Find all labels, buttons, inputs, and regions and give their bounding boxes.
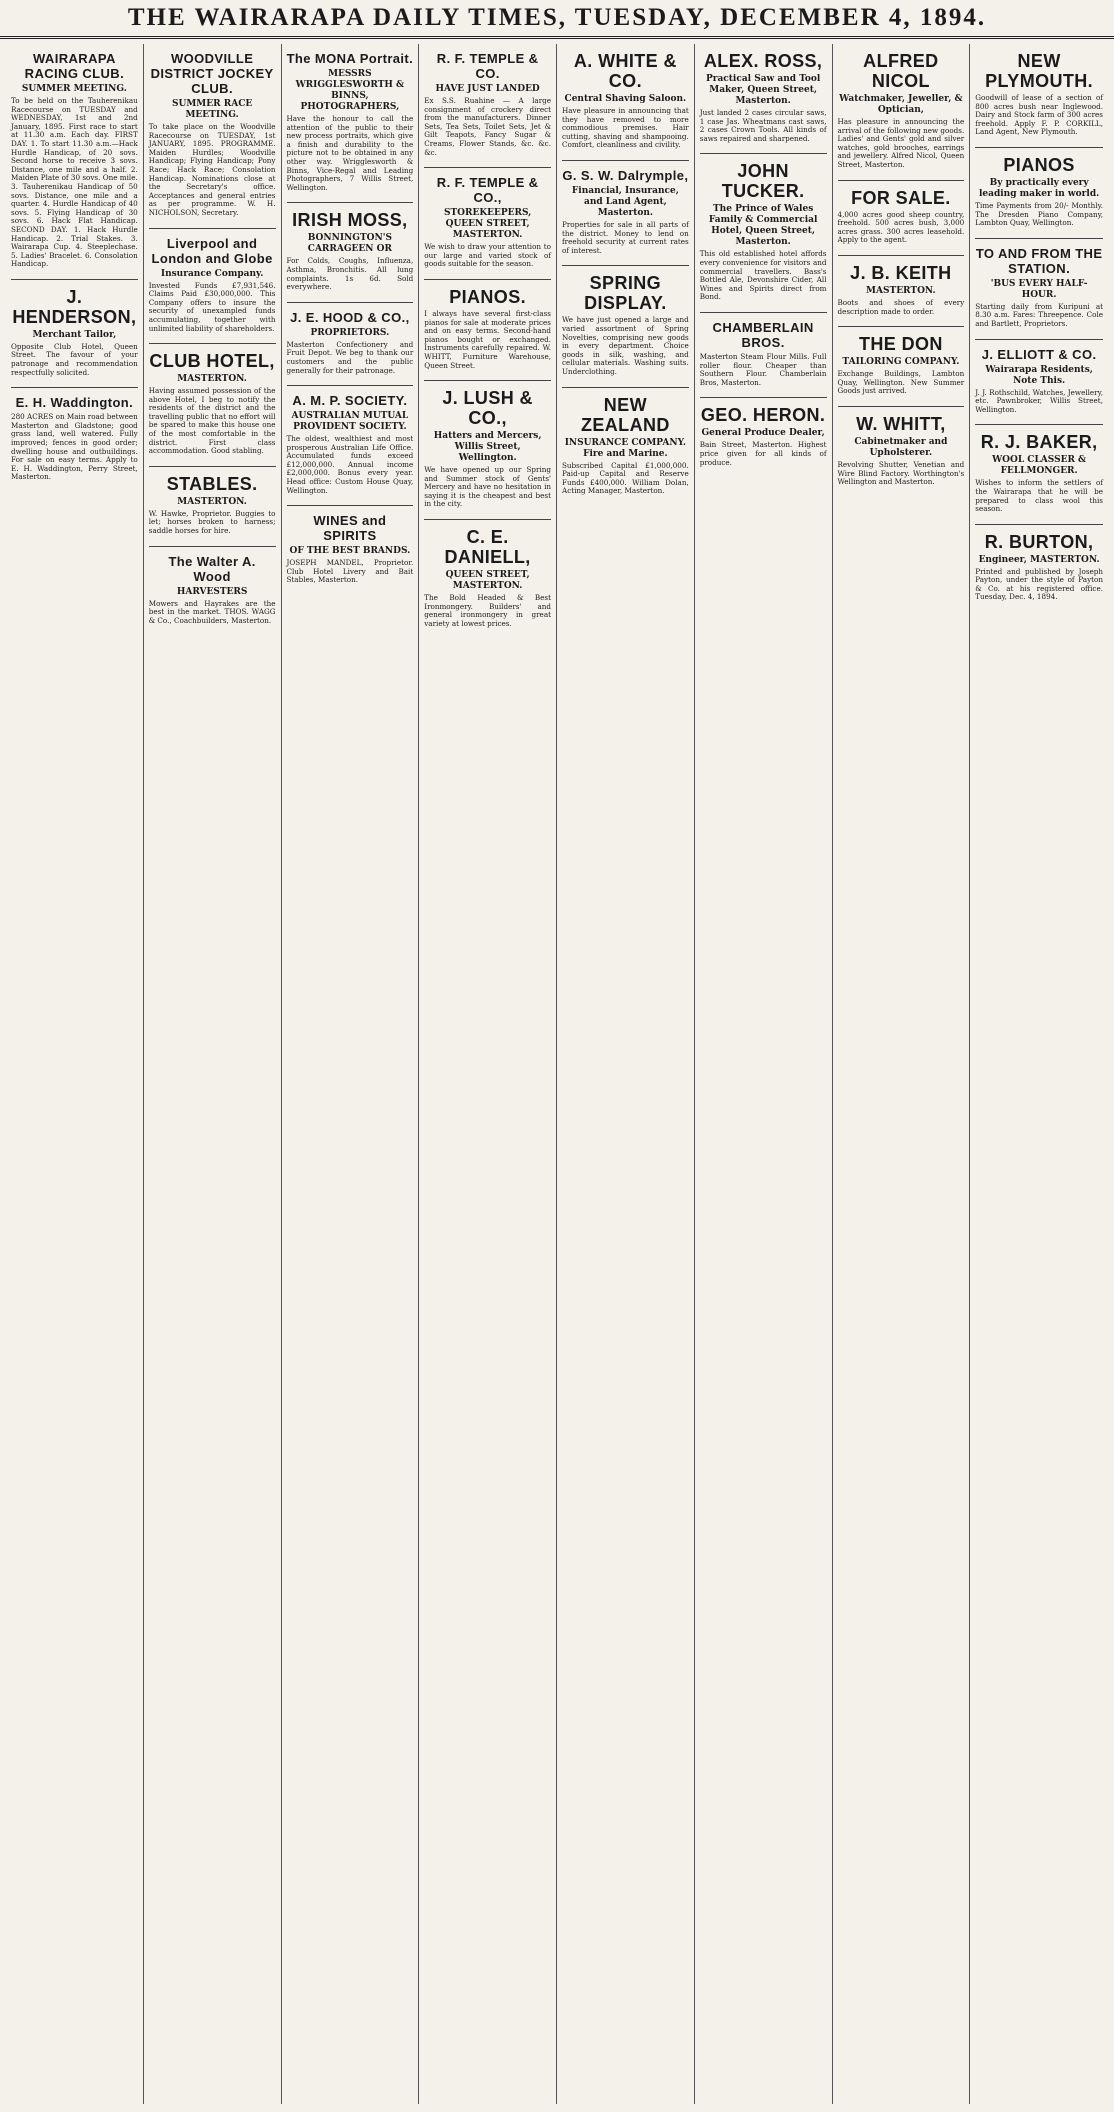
ad-headline: The Walter A. Wood	[168, 553, 256, 584]
ad-subheadline: STOREKEEPERS, QUEEN STREET, MASTERTON.	[443, 208, 532, 241]
ad-headline: WINES and SPIRITS	[313, 513, 387, 544]
advertisement	[700, 313, 827, 398]
ad-subheadline: MASTERTON.	[866, 285, 936, 296]
ad-headline: ALFRED NICOL	[863, 51, 939, 91]
advertisement	[424, 44, 551, 168]
ad-body-text: Printed and published by Joseph Payton, under the style of Payton & Co. at his registered office. Tuesday, Dec. 4, 1894.	[975, 566, 1103, 602]
column-3	[282, 44, 420, 2104]
ad-subheadline: By practically every leading maker in world.	[978, 177, 1100, 199]
ad-body-text: Subscribed Capital £1,000,000. Paid-up Capital and Reserve Funds £400,000. William Dolan, Acting Manager, Masterton.	[562, 460, 689, 496]
column-6	[695, 44, 833, 2104]
ad-subheadline: Financial, Insurance, and Land Agent, Masterton.	[571, 185, 679, 218]
ad-body-text: To be held on the Tauherenikau Racecourse on TUESDAY and WEDNESDAY, 1st and 2nd January, 1895. First race to start at 11.30 a.m. Each day. FIRST DAY. 1. To start 11.30 a.m.—Hack Hurdle Handicap, of 20 sovs. Second horse to receive 3 sovs. Distance, one mile and a half. 2. Maiden Plate of 30 sovs. One mile. 3. Tauherenikau Handicap of 50 sovs. Distance, one mile and a quarter. 4. Hurdle Handicap of 40 sovs. 5. Flying Handicap of 30 sovs. 6. Hack Flat Handicap. SECOND DAY. 1. Hack Hurdle Handicap. 2. Trial Stakes. 3. Wairarapa Cup. 4. Steeplechase. 5. Ladies' Bracelet. 6. Consolation Handicap.	[11, 96, 138, 269]
ad-headline: The MONA Portrait.	[286, 51, 414, 66]
ad-body-text: Revolving Shutter, Venetian and Wire Blind Factory. Worthington's Wellington and Masterton.	[837, 459, 965, 487]
ad-subheadline: WOOL CLASSER & FELLMONGER.	[992, 455, 1087, 477]
ad-body-text: Masterton Steam Flour Mills. Full roller flour. Cheaper than Southern Flour. Chamberlain Bros, Masterton.	[699, 351, 827, 387]
ad-headline: WOODVILLE DISTRICT JOCKEY CLUB.	[150, 51, 274, 96]
advertisement	[975, 148, 1103, 239]
ad-subheadline: MASTERTON.	[177, 496, 247, 507]
ad-headline: W. WHITT,	[856, 413, 946, 434]
ad-subheadline: AUSTRALIAN MUTUAL PROVIDENT SOCIETY.	[291, 411, 409, 433]
ad-headline: A. WHITE & CO.	[573, 51, 677, 91]
ad-body-text: Have pleasure in announcing that they have removed to more commodious premises. Hair cutting, shaving and shampooing. Comfort, cleanliness and civility.	[562, 106, 689, 150]
advertisement	[287, 506, 414, 595]
ad-subheadline: Cabinetmaker and Upholsterer.	[854, 436, 948, 458]
advertisement	[975, 425, 1103, 524]
advertisement	[700, 44, 827, 154]
advertisement	[424, 168, 551, 280]
column-grid	[6, 44, 1108, 2104]
ad-body-text: 4,000 acres good sheep country, freehold. 500 acres bush, 3,000 acres grass. 300 acres leasehold. Apply to the agent.	[837, 209, 965, 245]
ad-headline: PIANOS.	[449, 286, 527, 307]
ad-subheadline: HAVE JUST LANDED	[435, 84, 540, 94]
ad-headline: G. S. W. Dalrymple,	[562, 167, 689, 183]
ad-body-text: Exchange Buildings, Lambton Quay, Wellington. New Summer Goods just arrived.	[837, 369, 965, 396]
ad-subheadline: HARVESTERS	[176, 586, 248, 597]
ad-subheadline: SUMMER MEETING.	[21, 84, 127, 94]
column-7	[833, 44, 971, 2104]
ad-headline: NEW PLYMOUTH.	[985, 51, 1094, 91]
column-4	[419, 44, 557, 2104]
ad-subheadline: General Produce Dealer,	[701, 428, 825, 439]
ad-body-text: Mowers and Hayrakes are the best in the market. THOS. WAGG & Co., Coachbuilders, Masterton.	[148, 598, 276, 625]
ad-headline: CHAMBERLAIN BROS.	[712, 319, 814, 350]
ad-headline: SPRING DISPLAY.	[584, 273, 667, 314]
ad-subheadline: Wairarapa Residents, Note This.	[985, 364, 1093, 386]
ad-body-text: Wishes to inform the settlers of the Wairarapa that he will be prepared to class wool this season.	[975, 478, 1103, 514]
advertisement	[149, 44, 276, 229]
ad-subheadline: The Prince of Wales Family & Commercial Hotel, Queen Street, Masterton.	[708, 204, 818, 248]
ad-headline: J. ELLIOTT & CO.	[981, 346, 1097, 362]
ad-subheadline: TAILORING COMPANY.	[842, 357, 960, 368]
ad-body-text: We wish to draw your attention to our large and varied stock of goods suitable for the season.	[424, 242, 551, 269]
ad-headline: J. B. KEITH	[850, 262, 952, 283]
ad-body-text: Starting daily from Kuripuni at 8.30 a.m. Fares: Threepence. Cole and Bartlett, Proprietors.	[975, 301, 1103, 328]
ad-headline: IRISH MOSS,	[292, 210, 408, 231]
advertisement	[287, 203, 414, 302]
ad-subheadline: PROPRIETORS.	[310, 327, 390, 338]
ad-body-text: 280 ACRES on Main road between Masterton and Gladstone; good grass land, well watered. Fully improved; fences in good order; dwelling house and outbuildings. For sale on easy terms. Apply to E. H. Waddington, Perry Street, Masterton.	[11, 412, 138, 482]
advertisement	[975, 525, 1103, 612]
ad-body-text: J. J. Rothschild, Watches, Jewellery, etc. Pawnbroker, Willis Street, Wellington.	[975, 387, 1103, 414]
ad-subheadline: Central Shaving Saloon.	[564, 94, 687, 104]
ad-headline: J. HENDERSON,	[12, 286, 137, 327]
advertisement	[562, 388, 689, 506]
ad-headline: THE DON	[858, 334, 943, 355]
ad-subheadline: QUEEN STREET, MASTERTON.	[445, 570, 530, 592]
ad-subheadline: OF THE BEST BRANDS.	[289, 546, 411, 557]
ad-headline: A. M. P. SOCIETY.	[292, 393, 408, 409]
ad-body-text: W. Hawke, Proprietor. Buggies to let; horses broken to harness; saddle horses for hire.	[148, 508, 276, 536]
ad-body-text: For Colds, Coughs, Influenza, Asthma, Bronchitis. All lung complaints. 1s 6d. Sold everywhere.	[286, 256, 414, 292]
advertisement	[975, 44, 1103, 148]
advertisement	[11, 388, 138, 492]
advertisement	[11, 44, 138, 280]
ad-subheadline: INSURANCE COMPANY. Fire and Marine.	[564, 437, 687, 459]
ad-headline: J. LUSH & CO.,	[442, 388, 533, 429]
ad-headline: R. F. TEMPLE & CO.	[436, 51, 539, 81]
ad-body-text: We have just opened a large and varied assortment of Spring Novelties, comprising new goods in every department. Choice goods in silk, washing, and cellular materials. Washing suits. Underclothing.	[562, 315, 689, 376]
ad-subheadline: Engineer, MASTERTON.	[978, 554, 1100, 565]
advertisement	[424, 381, 551, 520]
ad-body-text: Has pleasure in announcing the arrival of the following new goods. Ladies' and Gents' gold and silver watches, gold brooches, earrings and jewellery. Alfred Nicol, Queen Street, Masterton.	[837, 117, 965, 169]
advertisement	[975, 239, 1103, 340]
advertisement	[838, 256, 965, 327]
ad-subheadline: Hatters and Mercers, Willis Street, Wellington.	[433, 431, 542, 464]
ad-body-text: Ex S.S. Ruahine — A large consignment of crockery direct from the manufacturers. Dinner Sets, Tea Sets, Toilet Sets, Jet & Gilt Teapots, Fancy Sugar & Creams, Flower Stands, &c. &c. &c.	[424, 96, 551, 157]
ad-body-text: I always have several first-class pianos for sale at moderate prices and on easy terms. Second-hand pianos bought or exchanged. Instruments carefully repaired. W. WHITT, Furniture Warehouse, Queen Street.	[424, 308, 551, 370]
advertisement	[287, 44, 414, 203]
advertisement	[838, 327, 965, 407]
advertisement	[562, 266, 689, 387]
advertisement	[975, 340, 1103, 426]
ad-headline: JOHN TUCKER.	[721, 161, 805, 202]
ad-subheadline: MASTERTON.	[177, 374, 247, 385]
ad-headline: R. F. TEMPLE & CO.,	[436, 175, 539, 206]
advertisement	[287, 303, 414, 386]
ad-subheadline: Merchant Tailor,	[32, 329, 117, 340]
advertisement	[424, 520, 551, 638]
column-2	[144, 44, 282, 2104]
ad-headline: TO AND FROM THE STATION.	[975, 245, 1103, 276]
ad-headline: STABLES.	[166, 473, 258, 494]
advertisement	[562, 44, 689, 161]
column-8	[970, 44, 1108, 2104]
ad-body-text: The Bold Headed & Best Ironmongery. Builders' and general ironmongery in great variety at lowest prices.	[424, 593, 551, 628]
ad-headline: J. E. HOOD & CO.,	[290, 309, 410, 325]
ad-body-text: We have opened up our Spring and Summer stock of Gents' Mercery and have no hesitation in saying it is the cheapest and best in the city.	[424, 465, 551, 509]
advertisement	[838, 181, 965, 256]
advertisement	[287, 386, 414, 506]
advertisement	[700, 398, 827, 477]
advertisement	[838, 407, 965, 497]
ad-headline: C. E. DANIELL,	[444, 527, 531, 568]
ad-headline: ALEX. ROSS,	[703, 51, 823, 71]
advertisement	[149, 229, 276, 345]
ad-body-text: Having assumed possession of the above Hotel, I beg to notify the residents of the district and the travelling public that no effort will be spared to make this house one of the most comfortable in the district. First class accommodation. Good stabling.	[148, 386, 276, 456]
ad-subheadline: 'BUS EVERY HALF-HOUR.	[990, 278, 1088, 300]
ad-body-text: Time Payments from 20/- Monthly. The Dresden Piano Company, Lambton Quay, Wellington.	[975, 200, 1103, 228]
advertisement	[11, 280, 138, 388]
ad-body-text: To take place on the Woodville Racecourse on TUESDAY, 1st JANUARY, 1895. PROGRAMME. Maiden Hurdles; Woodville Handicap; Flying Handicap; Pony Race; Hack Race; Consolation Handicap. Nominations close at the Secretary's office. Acceptances and general entries as per programme. W. H. NICHOLSON, Secretary.	[148, 122, 276, 217]
ad-body-text: Bain Street, Masterton. Highest price given for all kinds of produce.	[699, 440, 827, 467]
advertisement	[149, 467, 276, 547]
ad-subheadline: Practical Saw and Tool Maker, Queen Street, Masterton.	[705, 74, 821, 106]
advertisement	[149, 547, 276, 636]
ad-headline: CLUB HOTEL,	[149, 351, 275, 372]
ad-body-text: Boots and shoes of every description made to order.	[837, 297, 965, 316]
ad-headline: PIANOS	[1003, 154, 1075, 175]
ad-headline: GEO. HERON.	[700, 405, 826, 426]
ad-subheadline: Insurance Company.	[160, 268, 264, 279]
masthead	[0, 0, 1114, 39]
ad-body-text: Masterton Confectionery and Fruit Depot. We beg to thank our customers and the public generally for their patronage.	[286, 339, 414, 375]
masthead-title: THE WAIRARAPA DAILY TIMES, TUESDAY, DECEMBER 4, 1894.	[127, 4, 987, 31]
ad-headline: FOR SALE.	[851, 187, 951, 208]
ad-headline: NEW ZEALAND	[580, 394, 670, 435]
ad-headline: R. BURTON,	[984, 531, 1094, 552]
ad-subheadline: SUMMER RACE MEETING.	[172, 99, 253, 120]
column-5	[557, 44, 695, 2104]
ad-headline: WAIRARAPA RACING CLUB.	[24, 51, 125, 81]
ad-body-text: The oldest, wealthiest and most prosperous Australian Life Office. Accumulated funds exceed £12,000,000. Annual income £2,000,000. Bonus every year. Head office: Custom House Quay, Wellington.	[286, 434, 414, 495]
ad-subheadline: MESSRS WRIGGLESWORTH & BINNS, PHOTOGRAPHERS,	[295, 69, 405, 112]
ad-body-text: Just landed 2 cases circular saws, 1 case Jas. Wheatmans cast saws, 2 cases Crown Tools. All kinds of saws repaired and sharpened.	[699, 108, 827, 143]
ad-headline: R. J. BAKER,	[980, 432, 1098, 453]
advertisement	[562, 161, 689, 266]
ad-body-text: Have the honour to call the attention of the public to their new process portraits, which give a finish and durability to the picture not to be obtained in any other way. Wrigglesworth & Binns, Vice-Regal and Leading Photographers, 7 Willis Street, Wellington.	[286, 114, 414, 192]
ad-body-text: Goodwill of lease of a section of 800 acres bush near Inglewood. Dairy and Stock farm of 300 acres freehold. Apply F. P. CORKILL, Land Agent, New Plymouth.	[975, 93, 1103, 137]
advertisement	[424, 280, 551, 381]
advertisement	[838, 44, 965, 181]
ad-body-text: JOSEPH MANDEL, Proprietor. Club Hotel Livery and Bait Stables, Masterton.	[286, 558, 414, 585]
ad-headline: E. H. Waddington.	[15, 395, 134, 411]
column-1	[6, 44, 144, 2104]
ad-body-text: This old established hotel affords every convenience for visitors and commercial travellers. Bass's Bottled Ale, Devonshire Cider, All Wines and Spirits direct from Bond.	[699, 249, 827, 302]
ad-subheadline: Watchmaker, Jeweller, & Optician,	[839, 94, 963, 115]
advertisement	[149, 344, 276, 467]
ad-subheadline: BONNINGTON'S CARRAGEEN OR	[307, 233, 392, 255]
ad-body-text: Opposite Club Hotel, Queen Street. The favour of your patronage and recommendation respectfully solicited.	[11, 341, 138, 377]
advertisement	[700, 154, 827, 313]
ad-body-text: Invested Funds £7,931,546. Claims Paid £30,000,000. This Company offers to insure the security of unexampled funds accumulating, together with unlimited liability of shareholders.	[148, 280, 276, 333]
ad-body-text: Properties for sale in all parts of the district. Money to lend on freehold security at current rates of interest.	[562, 219, 689, 255]
ad-headline: Liverpool and London and Globe	[151, 235, 273, 266]
